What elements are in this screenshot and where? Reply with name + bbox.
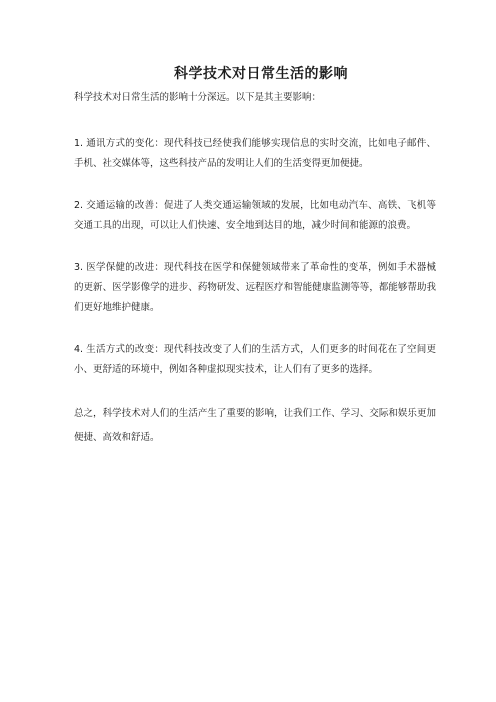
paragraph-communication: 1. 通讯方式的变化：现代科技已经使我们能够实现信息的实时交流，比如电子邮件、手机、社交媒体等，这些科技产品的发明让人们的生活变得更加便捷。 <box>74 138 436 169</box>
paragraph-lifestyle: 4. 生活方式的改变：现代科技改变了人们的生活方式，人们更多的时间花在了空间更小、更舒适的环境中，例如各种虚拟现实技术，让人们有了更多的选择。 <box>74 344 436 375</box>
document-title: 科学技术对日常生活的影响 <box>174 66 348 82</box>
paragraph-conclusion: 总之，科学技术对人们的生活产生了重要的影响，让我们工作、学习、交际和娱乐更加便捷、高效和舒适。 <box>74 408 436 443</box>
paragraph-medicine: 3. 医学保健的改进：现代科技在医学和保健领域带来了革命性的变革，例如手术器械的更新、医学影像学的进步、药物研发、远程医疗和智能健康监测等等，都能够帮助我们更好地维护健康。 <box>74 262 436 313</box>
paragraph-transportation: 2. 交通运输的改善：促进了人类交通运输领域的发展，比如电动汽车、高铁、飞机等交通工具的出现，可以让人们快速、安全地到达目的地，减少时间和能源的浪费。 <box>74 200 436 231</box>
intro-paragraph: 科学技术对日常生活的影响十分深远。以下是其主要影响： <box>74 92 322 103</box>
